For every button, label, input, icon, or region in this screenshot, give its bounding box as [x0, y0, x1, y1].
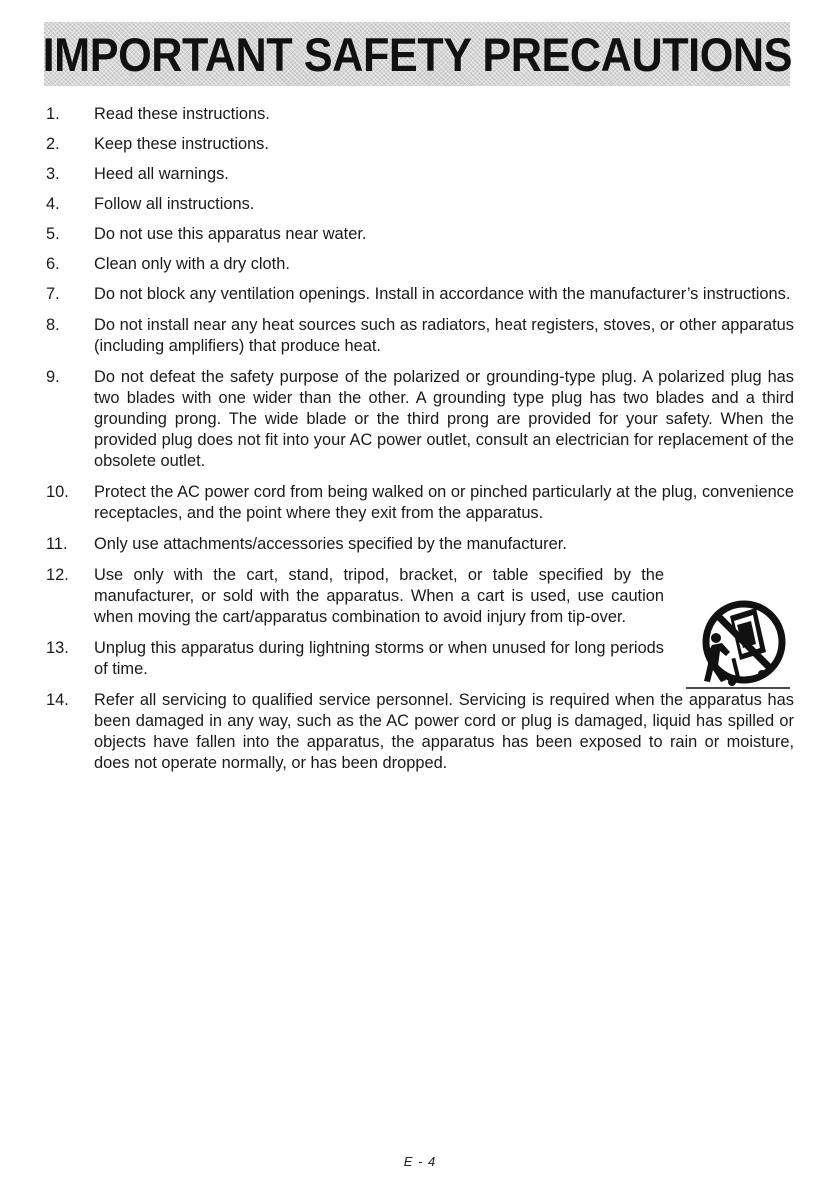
precautions-list: [46, 104, 794, 784]
list-item: [46, 565, 794, 628]
list-item: [46, 134, 794, 155]
list-item: [46, 482, 794, 524]
item-number: 3.: [46, 165, 60, 183]
item-number: 4.: [46, 195, 60, 213]
item-text: Read these instructions.: [94, 105, 270, 123]
item-text: Use only with the cart, stand, tripod, bracket, or table specified by the manufacturer, or sold with the apparatus. When a cart is used, use caution when moving the cart/apparatus combination to avoid injury from tip-over.: [94, 566, 664, 626]
item-text: Refer all servicing to qualified service personnel. Servicing is required when the apparatus has been damaged in any way, such as the AC power cord or plug is damaged, liquid has spilled or objects have fallen into the apparatus, the apparatus has been exposed to rain or moisture, does not operate normally, or has been dropped.: [94, 691, 794, 772]
item-number: 2.: [46, 135, 60, 153]
item-text: Do not install near any heat sources such as radiators, heat registers, stoves, or other apparatus (including amplifiers) that produce heat.: [94, 316, 794, 355]
item-text: Heed all warnings.: [94, 165, 229, 183]
list-item: [46, 315, 794, 357]
list-item: [46, 254, 794, 275]
item-text: Clean only with a dry cloth.: [94, 255, 290, 273]
item-number: 13.: [46, 639, 69, 657]
item-number: 10.: [46, 483, 69, 501]
item-number: 1.: [46, 105, 60, 123]
item-text: Follow all instructions.: [94, 195, 255, 213]
item-number: 9.: [46, 368, 60, 386]
title-banner: [44, 22, 790, 86]
list-item: [46, 284, 794, 305]
item-text: Protect the AC power cord from being walked on or pinched particularly at the plug, convenience receptacles, and the point where they exit from the apparatus.: [94, 483, 794, 522]
list-item: [46, 367, 794, 472]
item-number: 7.: [46, 285, 60, 303]
list-item: [46, 690, 794, 774]
page-title: IMPORTANT SAFETY PRECAUTIONS: [42, 27, 792, 81]
item-number: 14.: [46, 691, 69, 709]
item-number: 5.: [46, 225, 60, 243]
item-number: 11.: [46, 535, 68, 553]
item-number: 12.: [46, 566, 69, 584]
item-number: 8.: [46, 316, 60, 334]
item-text: Do not block any ventilation openings. Install in accordance with the manufacturer’s instructions.: [94, 285, 791, 303]
item-text: Do not use this apparatus near water.: [94, 225, 367, 243]
list-item: [46, 104, 794, 125]
item-text: Only use attachments/accessories specified by the manufacturer.: [94, 535, 567, 553]
list-item: [46, 534, 794, 555]
list-item: [46, 164, 794, 185]
list-item: [46, 224, 794, 245]
item-text: Keep these instructions.: [94, 135, 269, 153]
list-item: [46, 194, 794, 215]
item-text: Do not defeat the safety purpose of the polarized or grounding-type plug. A polarized plug has two blades with one wider than the other. A grounding type plug has two blades and a third grounding prong. The wide blade or the third prong are provided for your safety. When the provided plug does not fit into your AC power outlet, consult an electrician for replacement of the obsolete outlet.: [94, 368, 794, 470]
item-text: Unplug this apparatus during lightning storms or when unused for long periods of time.: [94, 639, 664, 678]
page-number: E - 4: [403, 1154, 437, 1169]
item-number: 6.: [46, 255, 60, 273]
list-item: [46, 638, 794, 680]
cart-tip-over-warning-icon: [686, 594, 790, 698]
